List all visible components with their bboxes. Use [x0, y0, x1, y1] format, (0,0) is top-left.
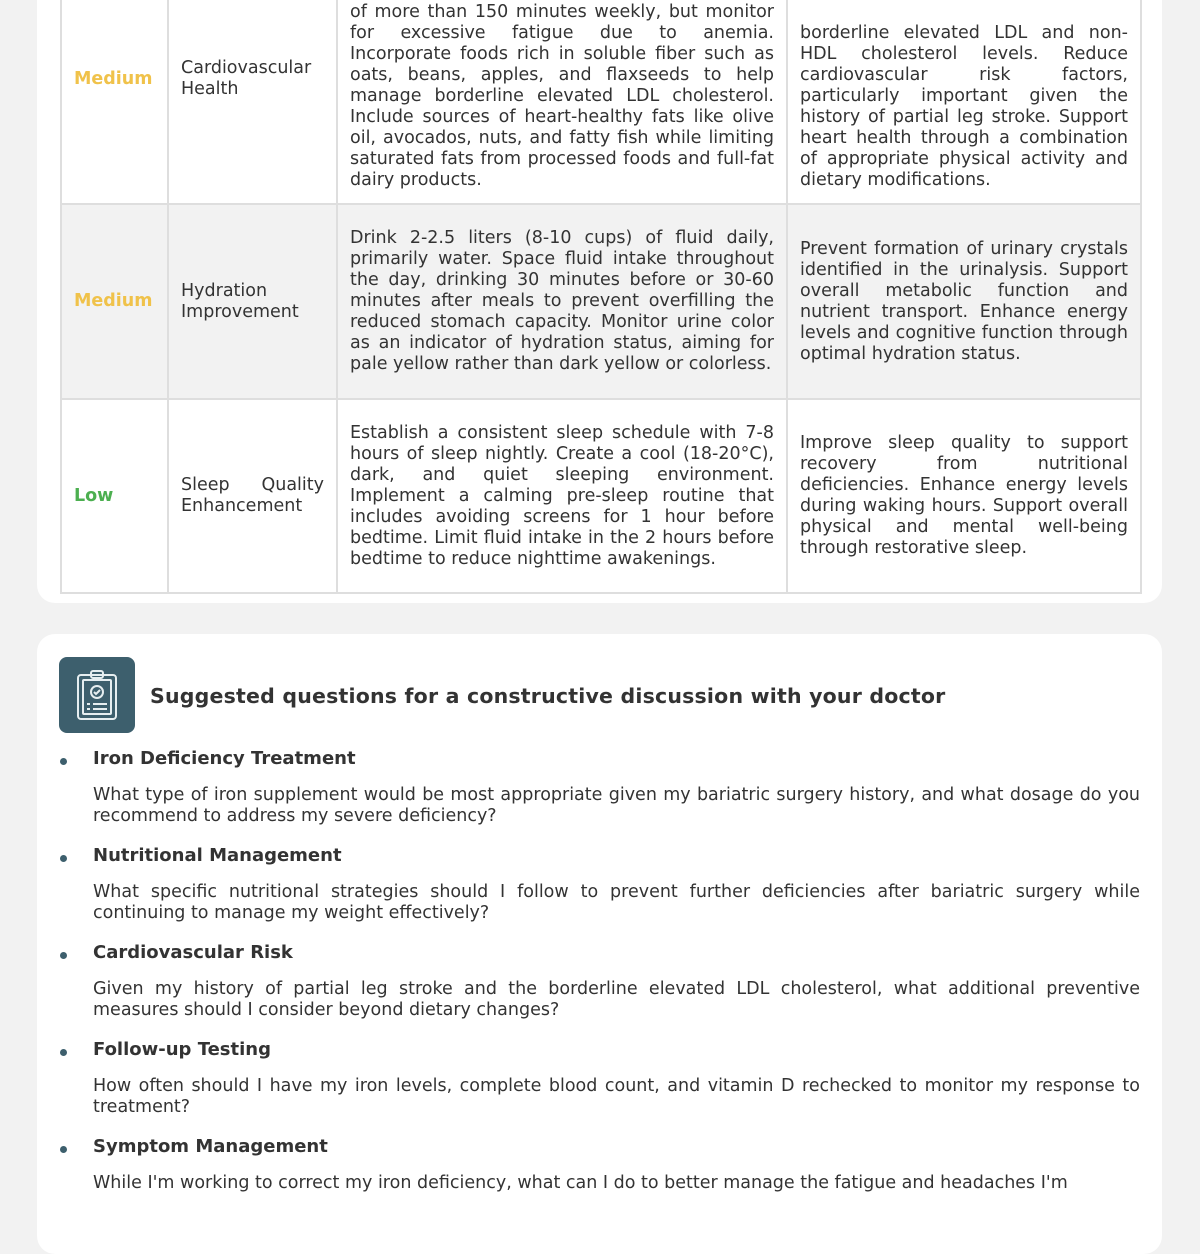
focus-area: Cardiovascular Health [168, 0, 337, 204]
question-title: Nutritional Management [93, 845, 342, 866]
section-title: Suggested questions for a constructive discussion with your doctor [150, 684, 946, 708]
table-row [61, 399, 1141, 593]
question-title: Iron Deficiency Treatment [93, 748, 356, 769]
doctor-questions-card [37, 634, 1162, 1254]
recommendations-card [37, 0, 1162, 603]
table-row [61, 0, 1141, 204]
bullet-icon [60, 1049, 67, 1056]
question-item [57, 845, 1140, 924]
recommendation-text: Drink 2-2.5 liters (8-10 cups) of fluid daily, primarily water. Space fluid intake throughout the day, drinking 30 minutes before or 30-60 minutes after meals to prevent overfilling the reduced stomach capacity. Monitor urine color as an indicator of hydration status, aiming for pale yellow rather than dark yellow or colorless. [337, 204, 787, 399]
question-title: Follow-up Testing [93, 1039, 271, 1060]
question-title: Symptom Management [93, 1136, 328, 1157]
benefit-text: Improve sleep quality to support recovery from nutritional deficiencies. Enhance energy levels during waking hours. Support overall physical and mental well-being through restorative sleep. [787, 399, 1141, 593]
recommendation-text: of more than 150 minutes weekly, but monitor for excessive fatigue due to anemia. Incorporate foods rich in soluble fiber such as oats, beans, apples, and flaxseeds to help manage borderline elevated LDL cholesterol. Include sources of heart-healthy fats like olive oil, avocados, nuts, and fatty fish while limiting saturated fats from processed foods and full-fat dairy products. [337, 0, 787, 204]
focus-area: Sleep Quality Enhancement [168, 399, 337, 593]
bullet-icon [60, 855, 67, 862]
bullet-icon [60, 952, 67, 959]
bullet-icon [60, 758, 67, 765]
questions-list [57, 748, 1140, 1212]
table-row [61, 204, 1141, 399]
priority-badge: Low [61, 399, 168, 593]
focus-area: Hydration Improvement [168, 204, 337, 399]
priority-badge: Medium [61, 0, 168, 204]
benefit-text: Prevent formation of urinary crystals identified in the urinalysis. Support overall metabolic function and nutrient transport. Enhance energy levels and cognitive function through optimal hydration status. [787, 204, 1141, 399]
question-item [57, 1136, 1140, 1194]
question-text: What specific nutritional strategies should I follow to prevent further deficiencies after bariatric surgery while continuing to manage my weight effectively? [93, 882, 1140, 923]
question-item [57, 748, 1140, 827]
clipboard-check-icon [59, 657, 135, 733]
question-item [57, 942, 1140, 1021]
question-text: What type of iron supplement would be most appropriate given my bariatric surgery history, and what dosage do you recommend to address my severe deficiency? [93, 785, 1140, 826]
question-text: While I'm working to correct my iron deficiency, what can I do to better manage the fatigue and headaches I'm [93, 1173, 1068, 1193]
bullet-icon [60, 1146, 67, 1153]
priority-badge: Medium [61, 204, 168, 399]
recommendations-table [60, 0, 1142, 594]
question-text: Given my history of partial leg stroke and the borderline elevated LDL cholesterol, what additional preventive measures should I consider beyond dietary changes? [93, 979, 1140, 1020]
benefit-text: borderline elevated LDL and non-HDL cholesterol levels. Reduce cardiovascular risk factors, particularly important given the history of partial leg stroke. Support heart health through a combination of appropriate physical activity and dietary modifications. [787, 0, 1141, 204]
question-text: How often should I have my iron levels, complete blood count, and vitamin D rechecked to monitor my response to treatment? [93, 1076, 1140, 1117]
question-item [57, 1039, 1140, 1118]
question-title: Cardiovascular Risk [93, 942, 293, 963]
recommendation-text: Establish a consistent sleep schedule with 7-8 hours of sleep nightly. Create a cool (18-20°C), dark, and quiet sleeping environment. Implement a calming pre-sleep routine that includes avoiding screens for 1 hour before bedtime. Limit fluid intake in the 2 hours before bedtime to reduce nighttime awakenings. [337, 399, 787, 593]
